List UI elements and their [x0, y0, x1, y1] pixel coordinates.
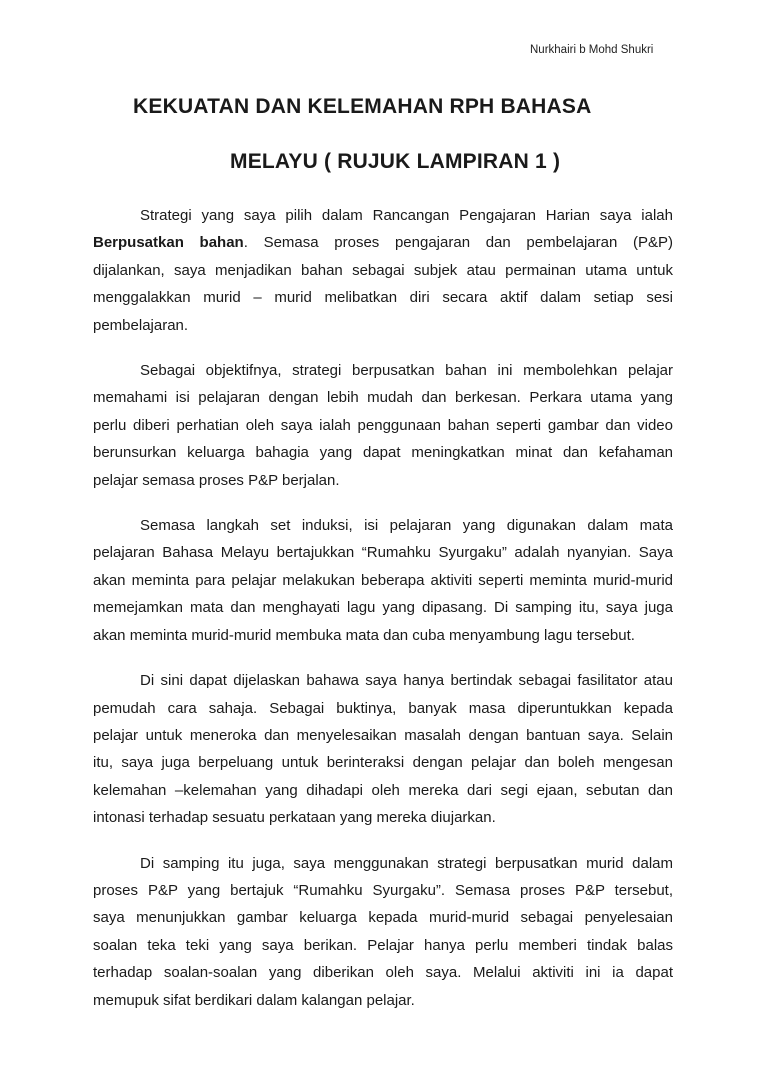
text-line: soalan teka teki yang saya berikan. Pelajar hanya perlu memberi tindak balas — [93, 936, 673, 954]
paragraph-3 — [93, 512, 673, 649]
text-line: terhadap soalan-soalan yang diberikan oleh saya. Melalui aktiviti ini ia dapat — [93, 964, 673, 982]
text-line: saya menunjukkan gambar keluarga kepada murid-murid sebagai penyelesaian — [93, 909, 673, 927]
text-line: pelajar semasa proses P&P berjalan. — [93, 471, 340, 489]
text-line: perlu diberi perhatian oleh saya ialah penggunaan bahan seperti gambar dan video — [93, 416, 673, 434]
text-line: Semasa langkah set induksi, isi pelajaran yang digunakan dalam mata — [140, 517, 673, 535]
text-line: menggalakkan murid – murid melibatkan diri secara aktif dalam setiap sesi — [93, 289, 673, 307]
text-line: pelajaran Bahasa Melayu bertajukkan “Rumahku Syurgaku” adalah nyanyian. Saya — [93, 544, 673, 562]
text-line: pembelajaran. — [93, 316, 189, 334]
text-line: kelemahan –kelemahan yang dihadapi oleh mereka dari segi ejaan, sebutan dan — [93, 781, 673, 799]
text-line: dijalankan, saya menjadikan bahan sebagai subjek atau permainan utama untuk — [93, 261, 673, 279]
text-line: akan meminta para pelajar melakukan beberapa aktiviti seperti meminta murid-murid — [93, 571, 673, 589]
document-body — [93, 202, 673, 1032]
bold-term: Berpusatkan bahan — [93, 234, 244, 252]
text-line: itu, saya juga berpeluang untuk berinteraksi dengan pelajar dan boleh mengesan — [93, 754, 673, 772]
paragraph-1 — [93, 202, 673, 339]
text-fragment: . Semasa proses pengajaran dan pembelajaran (P&P) — [243, 234, 673, 252]
text-line: memahami isi pelajaran dengan lebih mudah dan berkesan. Perkara utama yang — [93, 389, 673, 407]
text-line: berunsurkan keluarga bahagia yang dapat meningkatkan minat dan kefahaman — [93, 444, 673, 462]
page-title-line-2: MELAYU ( RUJUK LAMPIRAN 1 ) — [230, 150, 561, 173]
paragraph-2 — [93, 357, 673, 494]
author-header: Nurkhairi b Mohd Shukri — [530, 44, 654, 56]
text-line: Di samping itu juga, saya menggunakan strategi berpusatkan murid dalam — [140, 854, 673, 872]
text-line: Strategi yang saya pilih dalam Rancangan Pengajaran Harian saya ialah — [140, 207, 673, 224]
text-line: Sebagai objektifnya, strategi berpusatkan bahan ini membolehkan pelajar — [140, 362, 673, 380]
page-title-line-1: KEKUATAN DAN KELEMAHAN RPH BAHASA — [133, 95, 592, 118]
text-line: pemudah cara sahaja. Sebagai buktinya, banyak masa diperuntukkan kepada — [93, 699, 673, 717]
text-line: memejamkan mata dan menghayati lagu yang dipasang. Di samping itu, saya juga — [93, 599, 673, 617]
text-line: pelajar untuk meneroka dan menyelesaikan masalah dengan bantuan saya. Selain — [93, 726, 673, 744]
paragraph-4 — [93, 667, 673, 831]
text-line: proses P&P yang bertajuk “Rumahku Syurgaku”. Semasa proses P&P tersebut, — [93, 881, 673, 899]
text-line: memupuk sifat berdikari dalam kalangan pelajar. — [93, 991, 415, 1009]
text-line: intonasi terhadap sesuatu perkataan yang mereka diujarkan. — [93, 809, 496, 827]
text-line: Di sini dapat dijelaskan bahawa saya hanya bertindak sebagai fasilitator atau — [140, 672, 673, 690]
paragraph-5 — [93, 850, 673, 1014]
text-line — [93, 229, 673, 256]
text-line: akan meminta murid-murid membuka mata dan cuba menyambung lagu tersebut. — [93, 626, 635, 644]
